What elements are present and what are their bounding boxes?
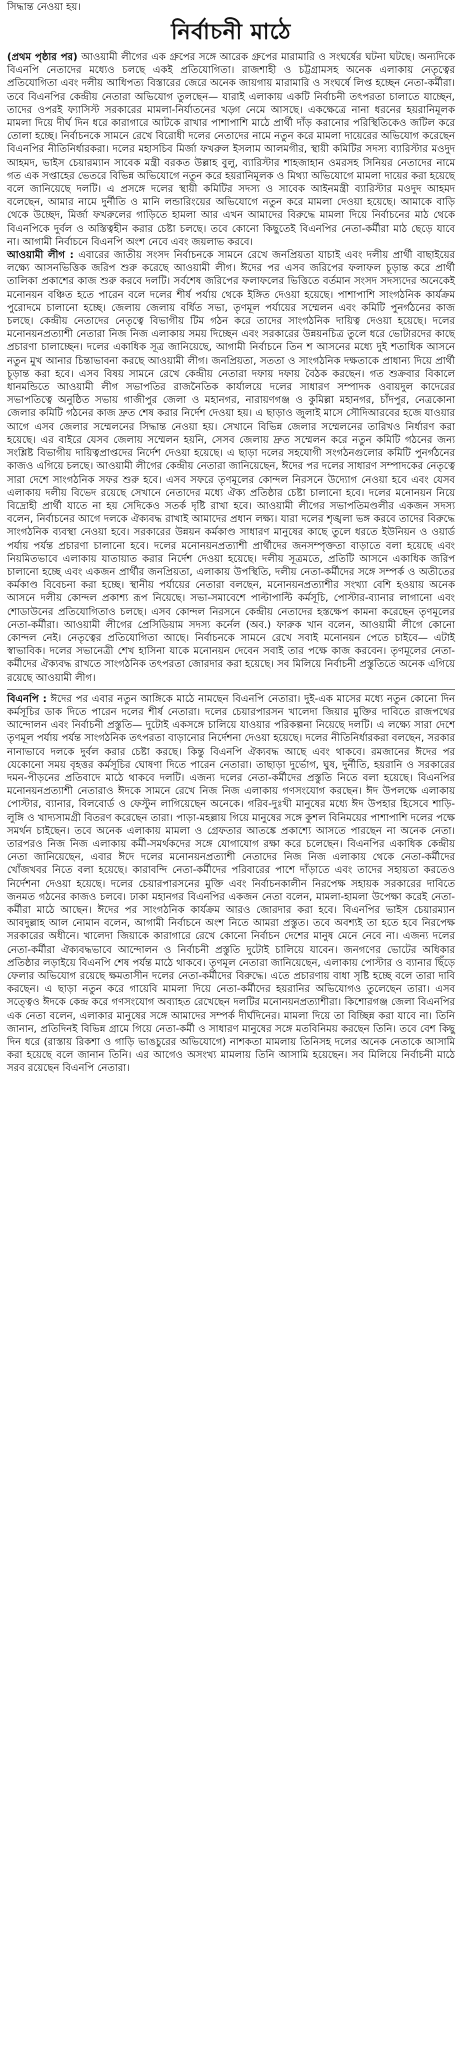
section-divider <box>7 689 455 690</box>
section-tag-bnp: বিএনপি : <box>7 693 47 705</box>
headline-container <box>7 17 455 47</box>
paragraph-text: আওয়ামী লীগের এক গ্রুপের সঙ্গে আরেক গ্রুপের মারামারি ও সংঘর্ষের ঘটনা ঘটছে। অন্যদিকে বিএনপি নেতাদের মধ্যেও চলছে একই প্রতিযোগিতা। রাজশাহী ও চট্টগ্রামসহ অনেক এলাকায় নেতৃত্বের প্রতিযোগিতা এবং দলীয় আধিপত্য বিস্তারের জেরে অনেক জায়গায় মারামারি ও সংঘর্ষে লিপ্ত হচ্ছেন নেতা-কর্মীরা। তবে বিএনপির কেন্দ্রীয় নেতারা অভিযোগ তুলছেন— যারাই এলাকায় একটি নির্বাচনী তৎপরতা চালাতে যাচ্ছেন, তাদের ওপরই ফ্যাসিস্ট সরকারের মামলা-নির্যাতনের খড়্গ নেমে আসছে। একক্ষেত্রে নানা ধরনের হয়রানিমূলক মামলা দিয়ে দীর্ঘ দিন ধরে কারাগারে আটকে রাখার পাশাপাশি মাঠে প্রার্থী দাঁড় করানোর পরিস্থিতিকেও জটিল করে তোলা হচ্ছে। নির্বাচনকে সামনে রেখে বিরোধী দলের নেতাদের নামে নতুন করে মামলা দায়েরের অভিযোগ করেছেন বিএনপির নীতিনির্ধারকরা। দলের মহাসচিব মির্জা ফখরুল ইসলাম আলমগীর, স্থায়ী কমিটির সদস্য ব্যারিস্টার মওদুদ আহমদ, ভাইস চেয়ারম্যান সাবেক মন্ত্রী বরকত উল্লাহ বুলু, ব্যারিস্টার শাহজাহান ওমরসহ সিনিয়র নেতাদের নামে গত এক সপ্তাহের ভেতরে বিভিন্ন অভিযোগে নতুন করে হয়রানিমূলক ও মিথ্যা অভিযোগে মামলা দায়ের করা হয়েছে বলে জানিয়েছে দলটি। এ প্রসঙ্গে দলের স্থায়ী কমিটির সদস্য ও সাবেক আইনমন্ত্রী ব্যারিস্টার মওদুদ আহমদ বলেছেন, আমার নামে দুর্নীতি ও মানি লন্ডারিংয়ের অভিযোগে নতুন করে মামলা দেওয়া হয়েছে। আমাকে বাড়ি থেকে উচ্ছেদ, মির্জা ফখরুলের গাড়িতে হামলা আর এখন আমাদের বিরুদ্ধে মামলা দিয়ে নির্বাচনের মাঠ থেকে বিএনপিকে দুর্বল ও অস্তিত্বহীন করার চেষ্টা চলছে। তবে কোনো কিছুতেই বিএনপির নেতা-কর্মীরা মাঠ ছেড়ে যাবে না। আগামী নির্বাচনে বিএনপি অংশ নেবে এবং জয়লাভ করবে। <box>7 52 455 248</box>
paragraph-text: ঈদের পর এবার নতুন আঙ্গিকে মাঠে নামছেন বিএনপি নেতারা। দুই-এক মাসের মধ্যে নতুন কোনো দিন কর্মসূচির ডাক দিতে পারেন দলের শীর্ষ নেতারা। দলের চেয়ারপারসন খালেদা জিয়ার মুক্তির দাবিতে রাজপথের আন্দোলন এবং নির্বাচনী প্রস্তুতি— দুটোই একসঙ্গে চালিয়ে যাওয়ার পরিকল্পনা নিয়েছে দলটি। এ লক্ষ্যে সারা দেশে তৃণমূল পর্যায় পর্যন্ত সাংগঠনিক তৎপরতা বাড়ানোর নির্দেশনা দেওয়া হয়েছে। দলের নীতিনির্ধারকরা বলছেন, সরকার নানাভাবে দলকে দুর্বল করার চেষ্টা করছে। কিন্তু বিএনপি ঐক্যবদ্ধ আছে এবং থাকবে। রমজানের ঈদের পর যেকোনো সময় বৃহত্তর কর্মসূচির ঘোষণা দিতে পারেন নেতারা। তাছাড়া দুর্ভোগ, ঘুষ, দুর্নীতি, হয়রানি ও সরকারের দমন-পীড়নের প্রতিবাদে মাঠে থাকবে দলটি। এজন্য দলের নেতা-কর্মীদের প্রস্তুতি নিতে বলা হয়েছে। বিএনপির মনোনয়নপ্রত্যাশী নেতারাও ঈদকে সামনে রেখে নিজ নিজ এলাকায় গণসংযোগ করছেন। ঈদ উপলক্ষে এলাকায় পোস্টার, ব্যানার, বিলবোর্ড ও ফেস্টুন লাগিয়েছেন অনেকে। গরিব-দুঃখী মানুষের মধ্যে ঈদ উপহার হিসেবে শাড়ি-লুঙ্গি ও খাদ্যসামগ্রী বিতরণ করেছেন তারা। পাড়া-মহল্লায় গিয়ে মানুষের সঙ্গে কুশল বিনিময়ের পাশাপাশি দলের পক্ষে সমর্থন চাইছেন। তবে অনেক এলাকায় মামলা ও গ্রেফতার আতঙ্কে প্রকাশ্যে আসতে পারছেন না অনেক নেতা। তারপরও নিজ নিজ এলাকায় কর্মী-সমর্থকদের সঙ্গে যোগাযোগ রক্ষা করে চলেছেন। বিএনপির একাধিক কেন্দ্রীয় নেতা জানিয়েছেন, এবার ঈদে দলের মনোনয়নপ্রত্যাশী নেতাদের নিজ নিজ এলাকায় থেকে নেতা-কর্মীদের খোঁজখবর নিতে বলা হয়েছে। কারাবন্দি নেতা-কর্মীদের পরিবারের পাশে দাঁড়াতে এবং তাদের সহায়তা করতেও নির্দেশনা দেওয়া হয়েছে। দলের চেয়ারপারসনের মুক্তি এবং নির্বাচনকালীন নিরপেক্ষ সহায়ক সরকারের দাবিতে জনমত গঠনের কাজও চলবে। ঢাকা মহানগর বিএনপির একজন নেতা বলেন, মামলা-হামলা উপেক্ষা করেই নেতা-কর্মীরা মাঠে আছেন। ঈদের পর সাংগঠনিক কার্যক্রম আরও জোরদার করা হবে। বিএনপির ভাইস চেয়ারম্যান আবদুল্লাহ আল নোমান বলেন, আগামী নির্বাচনে অংশ নিতে আমরা প্রস্তুত। তবে অবশ্যই তা হতে হবে নিরপেক্ষ সরকারের অধীনে। খালেদা জিয়াকে কারাগারে রেখে কোনো নির্বাচন দেশের মানুষ মেনে নেবে না। এজন্য দলের নেতা-কর্মীরা ঐক্যবদ্ধভাবে আন্দোলন ও নির্বাচনী প্রস্তুতি দুটোই চালিয়ে যাবেন। জনগণের ভোটের অধিকার প্রতিষ্ঠার লড়াইয়ে বিএনপি শেষ পর্যন্ত মাঠে থাকবে। তৃণমূল নেতারা জানিয়েছেন, এলাকায় পোস্টার ও ব্যানার ছিঁড়ে ফেলার অভিযোগ রয়েছে ক্ষমতাসীন দলের নেতা-কর্মীদের বিরুদ্ধে। এতে প্রচারণায় বাধা সৃষ্টি হচ্ছে বলে তারা দাবি করছেন। এ ছাড়া নতুন করে গায়েবি মামলা দিয়ে নেতা-কর্মীদের হয়রানির অভিযোগও তুলেছেন তারা। এসব সত্ত্বেও ঈদকে কেন্দ্র করে গণসংযোগ অব্যাহত রেখেছেন দলটির মনোনয়নপ্রত্যাশীরা। কিশোরগঞ্জ জেলা বিএনপির এক নেতা বলেন, এলাকার মানুষের সঙ্গে আমাদের সম্পর্ক দীর্ঘদিনের। মামলা দিয়ে তা বিচ্ছিন্ন করা যাবে না। তিনি জানান, প্রতিদিনই বিভিন্ন গ্রামে গিয়ে নেতা-কর্মী ও সাধারণ মানুষের সঙ্গে মতবিনিময় করছেন তিনি। তবে বেশ কিছু দিন ধরে (রাস্তায় রিকশা ও গাড়ি ভাঙচুরের অভিযোগে) নাশকতা মামলায় তিনিসহ দলের অনেক নেতাকে আসামি করা হয়েছে বলে জানান তিনি। এর আগেও অসংখ্য মামলায় তিনি আসামি হয়েছেন। সব মিলিয়ে নির্বাচনী মাঠে সরব রয়েছেন বিএনপি নেতারা। <box>7 693 455 1075</box>
paragraph-bnp <box>7 693 455 1076</box>
paragraph-lead <box>7 51 455 249</box>
section-tag-awami-league: আওয়ামী লীগ : <box>7 250 74 262</box>
continued-line: সিদ্ধান্ত নেওয়া হয়। <box>7 2 81 13</box>
paragraph-awami-league <box>7 249 455 685</box>
continued-from-tag: (প্রথম পৃষ্ঠার পর) <box>7 52 78 63</box>
article-body <box>7 51 455 1076</box>
article-headline: নির্বাচনী মাঠে <box>171 19 291 45</box>
paragraph-text: এবারের জাতীয় সংসদ নির্বাচনকে সামনে রেখে জনপ্রিয়তা যাচাই এবং দলীয় প্রার্থী বাছাইয়ের লক্ষ্যে আসনভিত্তিক জরিপ শুরু করেছে আওয়ামী লীগ। ঈদের পর এসব জরিপের ফলাফল চূড়ান্ত করে প্রার্থী তালিকা প্রকাশের কাজ শুরু করবে দলটি। সর্বশেষ জরিপের ফলাফলের ভিত্তিতে বর্তমান সংসদ সদস্যদের অনেকেই মনোনয়ন বঞ্চিত হতে পারেন বলে দলের শীর্ষ পর্যায় থেকে ইঙ্গিত দেওয়া হয়েছে। পাশাপাশি সাংগঠনিক কার্যক্রম পুরোদমে চালানো হচ্ছে। জেলায় জেলায় বর্ধিত সভা, তৃণমূল পর্যায়ের সম্মেলন এবং কমিটি পুনর্গঠনের কাজ চলছে। কেন্দ্রীয় নেতাদের নেতৃত্বে বিভাগীয় টিম গঠন করে তাদের সাংগঠনিক দায়িত্ব দেওয়া হয়েছে। দলের মনোনয়নপ্রত্যাশী নেতারা নিজ নিজ এলাকায় সময় দিচ্ছেন এবং সরকারের উন্নয়নচিত্র তুলে ধরে ভোটারদের কাছে প্রচারণা চালাচ্ছেন। দলের একাধিক সূত্র জানিয়েছে, আগামী নির্বাচনে তিন শ আসনের মধ্যে দুই শতাধিক আসনে নতুন মুখ আনার চিন্তাভাবনা করছে আওয়ামী লীগ। জনপ্রিয়তা, সততা ও সাংগঠনিক দক্ষতাকে প্রাধান্য দিয়ে প্রার্থী চূড়ান্ত করা হবে। এসব বিষয় সামনে রেখে কেন্দ্রীয় নেতারা দফায় দফায় বৈঠক করছেন। গত শুক্রবার বিকালে ধানমন্ডিতে আওয়ামী লীগ সভাপতির রাজনৈতিক কার্যালয়ে দলের সাধারণ সম্পাদক ওবায়দুল কাদেরের সভাপতিত্বে অনুষ্ঠিত সভায় গাজীপুর জেলা ও মহানগর, নারায়ণগঞ্জ ও কুমিল্লা মহানগর, চাঁদপুর, নেত্রকোনা জেলার কমিটি গঠনের কাজ দ্রুত শেষ করার নির্দেশ দেওয়া হয়। এ ছাড়াও জুলাই মাসে সৌদিআরবের হজে যাওয়ার আগে এসব জেলার সম্মেলনের সিদ্ধান্ত নেওয়া হয়। সেখানে বিভিন্ন জেলার সম্মেলনের তারিখও নির্ধারণ করা হয়েছে। এর বাইরে যেসব জেলায় সম্মেলন হয়নি, সেসব জেলায় দ্রুত সম্মেলন করে নতুন কমিটি গঠনের জন্য সংশ্লিষ্ট বিভাগীয় দায়িত্বপ্রাপ্তদের নির্দেশ দেওয়া হয়েছে। এ ছাড়া দলের সহযোগী সংগঠনগুলোর কমিটি পুনর্গঠনের কাজও এগিয়ে চলছে। আওয়ামী লীগের কেন্দ্রীয় নেতারা জানিয়েছেন, ঈদের পর দলের সাধারণ সম্পাদকের নেতৃত্বে সারা দেশে সাংগঠনিক সফর শুরু হবে। এসব সফরে তৃণমূলের কোন্দল নিরসনে উদ্যোগ নেওয়া হবে এবং যেসব এলাকায় দলীয় বিভেদ রয়েছে সেখানে নেতাদের মধ্যে ঐক্য প্রতিষ্ঠার চেষ্টা চালানো হবে। দলের মনোনয়ন নিয়ে বিদ্রোহী প্রার্থী যাতে না হয় সেদিকেও সতর্ক দৃষ্টি রাখা হবে। আওয়ামী লীগের সভাপতিমণ্ডলীর একজন সদস্য বলেন, নির্বাচনের আগে দলকে ঐক্যবদ্ধ রাখাই আমাদের প্রধান লক্ষ্য। যারা দলের শৃঙ্খলা ভঙ্গ করবে তাদের বিরুদ্ধে সাংগঠনিক ব্যবস্থা নেওয়া হবে। সরকারের উন্নয়ন কর্মকাণ্ড সাধারণ মানুষের কাছে তুলে ধরতে ইউনিয়ন ও ওয়ার্ড পর্যায় পর্যন্ত প্রচারণা চালানো হবে। দলের মনোনয়নপ্রত্যাশী প্রার্থীদের জনসম্পৃক্ততা বাড়াতে বলা হয়েছে এবং নিয়মিতভাবে এলাকায় যাতায়াত করার নির্দেশ দেওয়া হয়েছে। দলীয় সূত্রমতে, প্রতিটি আসনে একাধিক জরিপ চালানো হচ্ছে এবং একজন প্রার্থীর জনপ্রিয়তা, এলাকায় উপস্থিতি, দলীয় নেতা-কর্মীদের সঙ্গে সম্পর্ক ও অতীতের কর্মকাণ্ড বিবেচনা করা হচ্ছে। স্থানীয় পর্যায়ের নেতারা বলছেন, মনোনয়নপ্রত্যাশীর সংখ্যা বেশি হওয়ায় অনেক আসনে দলীয় কোন্দল প্রকাশ্য রূপ নিয়েছে। সভা-সমাবেশে পাল্টাপাল্টি কর্মসূচি, পোস্টার-ব্যানার লাগানো এবং শোডাউনের প্রতিযোগিতাও চলছে। এসব কোন্দল নিরসনে কেন্দ্রীয় নেতাদের হস্তক্ষেপ কামনা করেছেন তৃণমূলের নেতা-কর্মীরা। আওয়ামী লীগের প্রেসিডিয়াম সদস্য কর্নেল (অব.) ফারুক খান বলেন, আওয়ামী লীগে কোনো কোন্দল নেই। নেতৃত্বের প্রতিযোগিতা আছে। নির্বাচনকে সামনে রেখে সবাই মনোনয়ন পেতে চাইবে— এটাই স্বাভাবিক। দলের সভানেত্রী শেখ হাসিনা যাকে মনোনয়ন দেবেন সবাই তার পক্ষে কাজ করবেন। তৃণমূলের নেতা-কর্মীদের ঐক্যবদ্ধ রাখতে সাংগঠনিক তৎপরতা জোরদার করা হয়েছে। সব মিলিয়ে নির্বাচনী প্রস্তুতিতে অনেক এগিয়ে রয়েছে আওয়ামী লীগ। <box>7 250 456 684</box>
